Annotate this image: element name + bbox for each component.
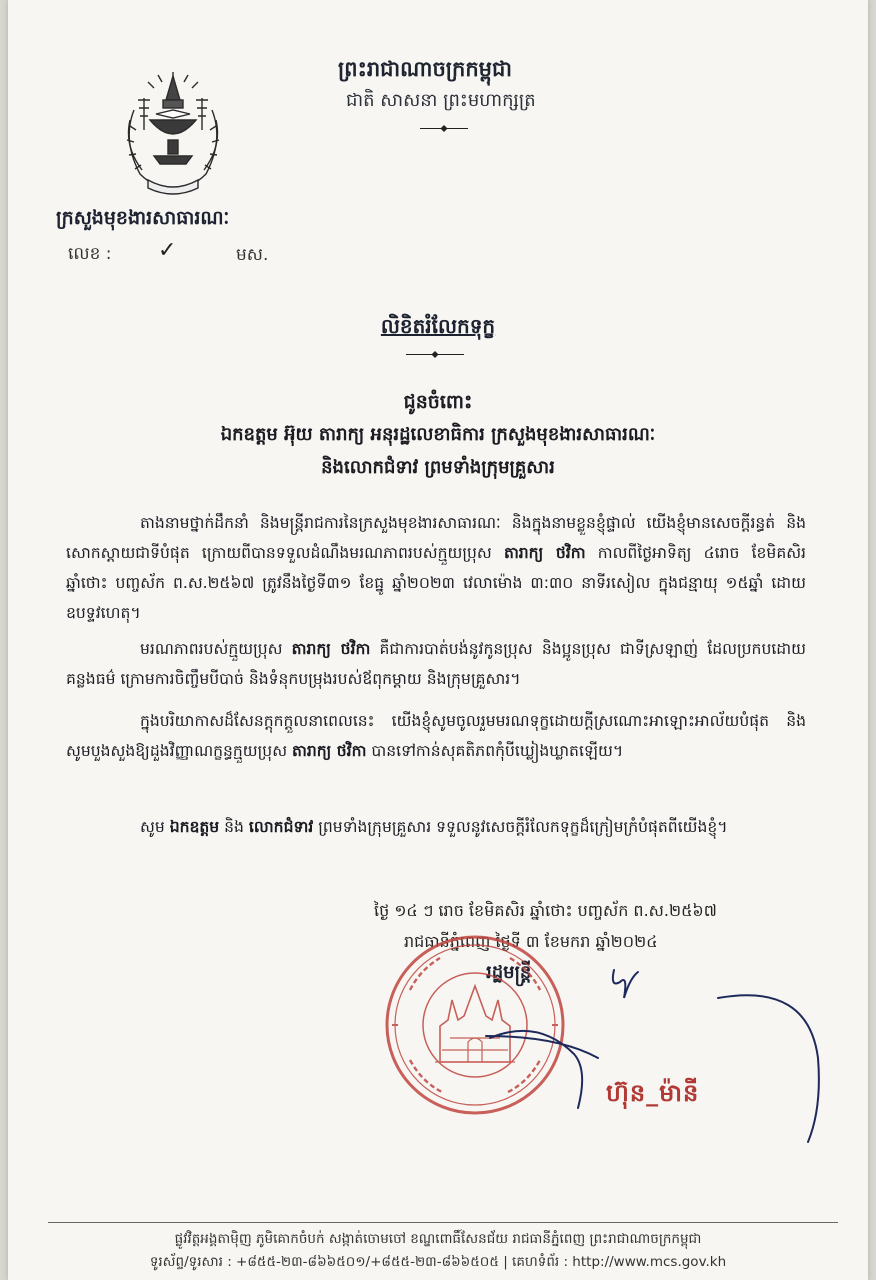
paragraph-1	[66, 508, 806, 628]
honorific-lady: លោកជំទាវ	[248, 818, 314, 836]
ministry-name: ក្រសួងមុខងារសាធារណៈ	[56, 207, 230, 229]
reference-checkmark: ✓	[158, 238, 177, 263]
title-ornament	[406, 354, 464, 355]
paragraph-4-text: សូម	[140, 818, 170, 836]
deceased-name: តារាក្យ ថវិកា	[291, 640, 371, 658]
deceased-name: តារាក្យ ថវិកា	[292, 742, 367, 760]
deceased-name: តារាក្យ ថវិកា	[503, 544, 586, 562]
royal-coat-of-arms-icon	[114, 70, 232, 202]
document-title: លិខិតរំលែកទុក្ខ	[380, 314, 496, 338]
recipient-line-2: និងលោកជំទាវ ព្រមទាំងក្រុមគ្រួសារ	[321, 457, 555, 478]
honorific-excellency: ឯកឧត្តម	[169, 818, 220, 836]
footer-contact: ទូរស័ព្ទ/ទូរសារ : +៨៥៥-២៣-៨៦៦៥០១/+៨៥៥-២៣-៨៦៦៥០៥ | គេហទំព័រ : http://www.mcs.gov.kh	[149, 1254, 727, 1270]
paragraph-4-text-end: ព្រមទាំងក្រុមគ្រួសារ ទទួលនូវសេចក្តីរំលែកទុក្ខដ៏ក្រៀមក្រំបំផុតពីយើងខ្ញុំ។	[313, 818, 728, 836]
paragraph-4-conjunction: និង	[219, 818, 249, 836]
paragraph-1-text: តាងនាមថ្នាក់ដឹកនាំ និងមន្ត្រីរាជការនៃក្រសួងមុខងារសាធារណៈ និងក្នុងនាមខ្លួនខ្ញុំផ្ទាល់ យើងខ្ញុំមានសេចក្តីរន្ធត់ និងសោកស្តាយជាទីបំផុត ក្រោយពីបានទទួលដំណឹងមរណភាពរបស់ក្មួយប្រុស	[66, 514, 806, 562]
reference-suffix: មស.	[236, 245, 269, 265]
paragraph-2	[66, 634, 806, 694]
footer-address: ផ្លូវវិត្តអង្គតាម៉ិញ ភូមិគោកចំបក់ សង្កាត់ចោមចៅ ខណ្ឌពោធិ៍សែនជ័យ រាជធានីភ្នំពេញ ព្រះរាជាណាចក្រកម្ពុជា	[174, 1231, 702, 1247]
reference-number-label: លេខ :	[68, 244, 112, 264]
header-ornament	[420, 128, 468, 129]
minister-title: រដ្ឋមន្ត្រី	[486, 962, 532, 983]
minister-signature-icon	[478, 958, 838, 1158]
footer-divider	[48, 1222, 838, 1223]
paragraph-2-text-end: គឺជាការបាត់បង់នូវកូនប្រុស និងប្អូនប្រុស ជាទីស្រឡាញ់ ដែលប្រកបដោយគន្លងធម៌ ក្រោមការចិញ្ចឹមបីបាច់ និងទំនុកបម្រុងរបស់ឪពុកម្តាយ និងក្រុមគ្រួសារ។	[66, 640, 806, 688]
paragraph-3	[66, 706, 806, 766]
solar-date: រាជធានីភ្នំពេញ ថ្ងៃទី ៣ ខែមករា ឆ្នាំ២០២៤	[404, 932, 658, 951]
kingdom-heading: ព្រះរាជាណាចក្រកម្ពុជា	[338, 57, 513, 81]
paragraph-4	[66, 812, 806, 842]
letter-page	[8, 0, 868, 1280]
minister-name: ហ៊ុន_ម៉ានី	[606, 1079, 700, 1107]
recipient-line-1: ឯកឧត្តម អ៊ុយ តារាក្យ អនុរដ្ឋលេខាធិការ ក្រសួងមុខងារសាធារណៈ	[220, 424, 656, 445]
paragraph-2-text: មរណភាពរបស់ក្មួយប្រុស	[140, 640, 292, 658]
paragraph-3-text: ក្នុងបរិយាកាសដ៏សែនក្តុកក្តួលនាពេលនេះ យើងខ្ញុំសូមចូលរួមមរណទុក្ខដោយក្តីស្រណោះអាឡោះអាល័យបំផុត និងសូមបួងសួងឱ្យដួងវិញ្ញាណក្ខន្ធក្មួយប្រុស	[66, 712, 806, 760]
paragraph-1-text-end: កាលពីថ្ងៃអាទិត្យ ៤រោច ខែមិគសិរ ឆ្នាំថោះ បញ្ចស័ក ព.ស.២៥៦៧ ត្រូវនឹងថ្ងៃទី៣១ ខែធ្នូ ឆ្នាំ២០២៣ វេលាម៉ោង ៣:៣០ នាទីរសៀល ក្នុងជន្មាយុ ១៥ឆ្នាំ ដោយឧបទ្ទវហេតុ។	[66, 544, 807, 622]
paragraph-3-text-end: បានទៅកាន់សុគតិភពកុំបីឃ្លៀងឃ្លាតឡើយ។	[366, 742, 624, 760]
addressee-label: ជូនចំពោះ	[403, 391, 473, 413]
lunar-date: ថ្ងៃ ១៤ ៗ រោច ខែមិគសិរ ឆ្នាំថោះ បញ្ចស័ក ព.ស.២៥៦៧	[374, 901, 717, 920]
national-motto: ជាតិ សាសនា ព្រះមហាក្សត្រ	[346, 90, 536, 111]
